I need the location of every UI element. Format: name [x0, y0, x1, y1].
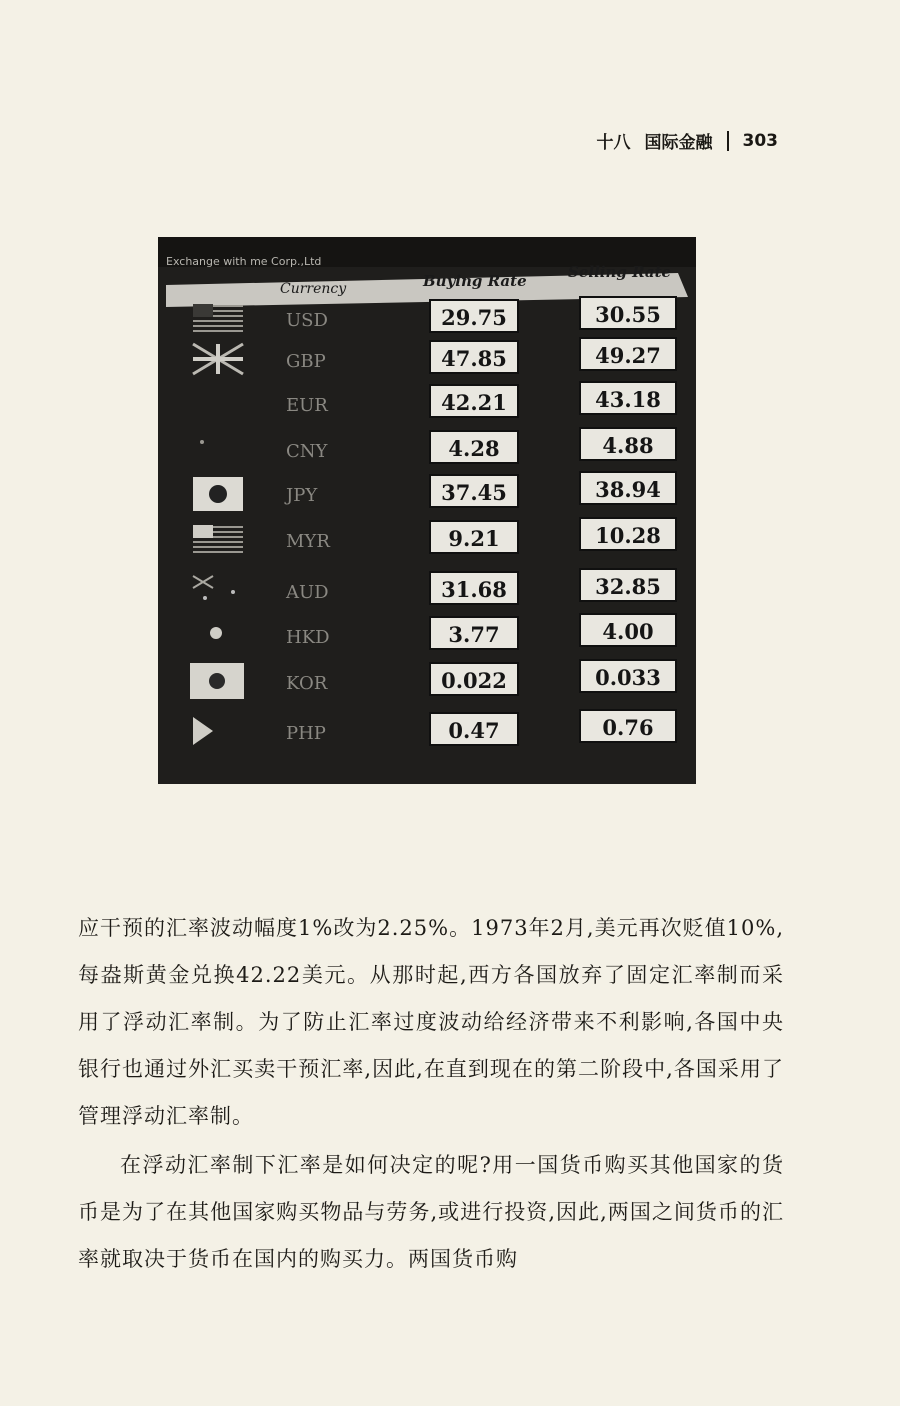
buying-rate	[430, 572, 518, 604]
buying-rate	[430, 431, 518, 463]
exchange-rate-board-photo	[158, 237, 696, 784]
running-header	[597, 128, 779, 153]
currency-code: HKD	[286, 627, 330, 648]
currency-column-header: Currency	[280, 281, 347, 297]
china-flag-icon	[200, 440, 204, 444]
selling-rate	[580, 297, 676, 329]
buying-rate-value: 37.45	[441, 480, 507, 505]
buying-rate	[430, 521, 518, 553]
buying-rate-value: 29.75	[441, 305, 507, 330]
selling-rate-value: 0.76	[602, 715, 654, 740]
selling-rate-column-header: Selling Rate	[568, 263, 672, 281]
uk-flag-icon	[193, 344, 243, 374]
flag-star	[203, 596, 207, 600]
flag-stripe	[193, 551, 243, 553]
selling-rate-value: 4.00	[602, 619, 654, 644]
selling-rate-value: 10.28	[595, 523, 661, 548]
currency-code: KOR	[286, 673, 328, 694]
selling-rate	[580, 428, 676, 460]
selling-rate	[580, 472, 676, 504]
flag-disc	[209, 485, 227, 503]
header-divider	[727, 131, 729, 151]
page-number: 303	[742, 130, 778, 151]
selling-rate	[580, 382, 676, 414]
buying-rate-value: 0.47	[448, 718, 500, 743]
buying-rate	[430, 663, 518, 695]
body-text	[78, 905, 784, 1283]
company-name: Exchange with me Corp.,Ltd	[166, 255, 322, 268]
currency-code: PHP	[286, 723, 326, 744]
buying-rate	[430, 300, 518, 332]
japan-flag-icon	[193, 477, 243, 511]
selling-rate	[580, 569, 676, 601]
korea-flag-icon	[190, 663, 244, 699]
flag-star	[200, 440, 204, 444]
currency-code: JPY	[286, 485, 318, 506]
flag-stripe	[193, 546, 243, 548]
exchange-rate-board	[158, 237, 696, 784]
buying-rate	[430, 617, 518, 649]
selling-rate	[580, 660, 676, 692]
paragraph-1: 应干预的汇率波动幅度1%改为2.25%。1973年2月,美元再次贬值10%,每盎斯黄金兑换42.22美元。从那时起,西方各国放弃了固定汇率制而采用了浮动汇率制。为了防止汇率过度波动给经济带来不利影响,各国中央银行也通过外汇买卖干预汇率,因此,在直到现在的第二阶段中,各国采用了管理浮动汇率制。	[78, 916, 784, 1128]
selling-rate	[580, 518, 676, 550]
buying-rate	[430, 385, 518, 417]
buying-rate	[430, 713, 518, 745]
flag-taeguk	[209, 673, 225, 689]
buying-rate-value: 9.21	[448, 526, 500, 551]
flag-canton	[193, 525, 213, 538]
flag-stripe	[193, 541, 243, 543]
currency-code: MYR	[286, 531, 330, 552]
buying-rate-value: 3.77	[448, 622, 500, 647]
currency-code: USD	[286, 310, 328, 331]
flag-bauhinia	[210, 627, 222, 639]
buying-rate-value: 0.022	[441, 668, 507, 693]
currency-code: AUD	[286, 582, 329, 603]
selling-rate-value: 43.18	[595, 387, 661, 412]
buying-rate-value: 47.85	[441, 346, 507, 371]
flag-cross	[216, 344, 220, 374]
selling-rate-value: 30.55	[595, 302, 661, 327]
currency-code: CNY	[286, 441, 328, 462]
selling-rate-value: 4.88	[602, 433, 654, 458]
selling-rate	[580, 338, 676, 370]
currency-code: EUR	[286, 395, 328, 416]
currency-code: GBP	[286, 351, 326, 372]
selling-rate-value: 49.27	[595, 343, 661, 368]
buying-rate-value: 42.21	[441, 390, 507, 415]
chapter-title: 国际金融	[644, 133, 713, 153]
hongkong-flag-icon	[210, 627, 222, 639]
flag-stripe	[193, 320, 243, 322]
flag-canton	[193, 304, 213, 317]
buying-rate-value: 31.68	[441, 577, 507, 602]
flag-stripe	[193, 330, 243, 332]
selling-rate-value: 0.033	[595, 665, 661, 690]
buying-rate-column-header: Buying Rate	[423, 272, 527, 290]
paragraph-2: 在浮动汇率制下汇率是如何决定的呢?用一国货币购买其他国家的货币是为了在其他国家购买物品与劳务,或进行投资,因此,两国之间货币的汇率就取决于货币在国内的购买力。两国货币购	[78, 1153, 784, 1271]
selling-rate-value: 38.94	[595, 477, 661, 502]
buying-rate	[430, 475, 518, 507]
chapter-number: 十八	[596, 133, 631, 153]
buying-rate	[430, 341, 518, 373]
flag-stripe	[193, 325, 243, 327]
selling-rate	[580, 710, 676, 742]
selling-rate	[580, 614, 676, 646]
flag-star	[231, 590, 235, 594]
buying-rate-value: 4.28	[448, 436, 500, 461]
selling-rate-value: 32.85	[595, 574, 661, 599]
